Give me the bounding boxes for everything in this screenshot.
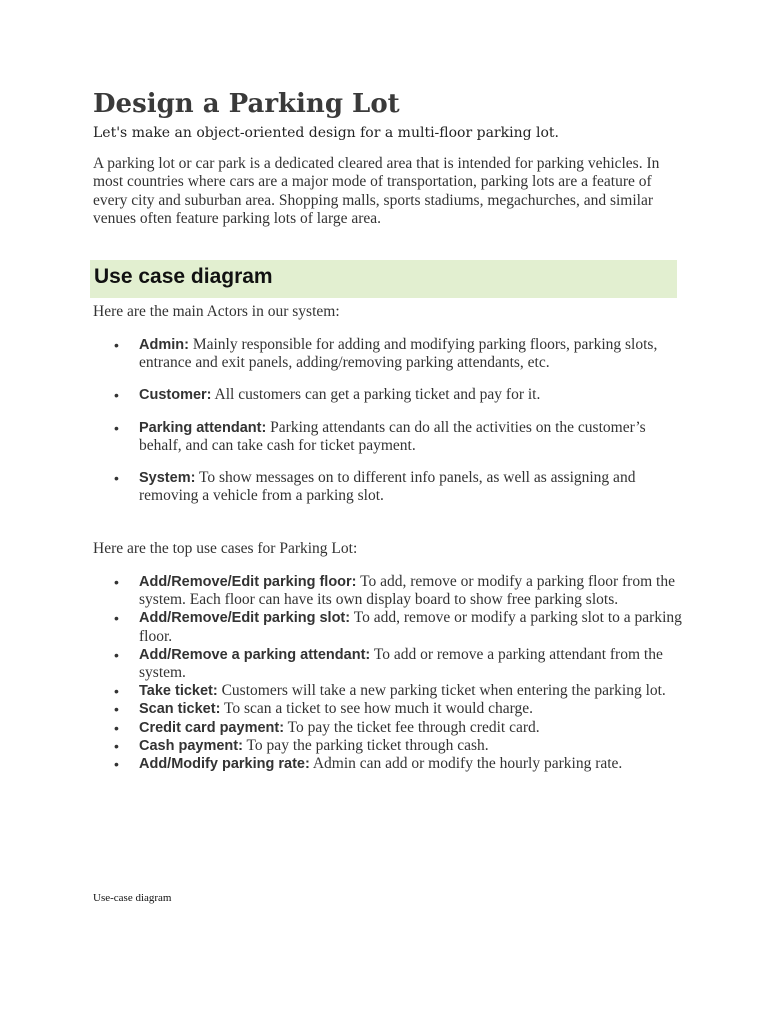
intro-paragraph: A parking lot or car park is a dedicated cleared area that is intended for parking vehicles. In most countries where cars are a major mode of transportation, parking lots are a feature of every city and suburban area. Shopping malls, sports stadiums, megachurches, and similar venues often feature parking lots of large area.: [93, 155, 660, 227]
list-item: [93, 646, 683, 682]
list-item-text: Parking attendants can do all the activities on the customer’s behalf, and can take cash for ticket payment.: [139, 418, 646, 454]
section-heading: Use case diagram: [94, 265, 273, 288]
list-item-text: To add, remove or modify a parking slot to a parking floor.: [139, 609, 682, 645]
list-item-text: To pay the ticket fee through credit card.: [284, 718, 540, 736]
list-item-term: Add/Remove/Edit parking slot:: [139, 610, 351, 627]
list-item: [93, 469, 683, 505]
list-item-term: Credit card payment:: [139, 719, 285, 736]
figure-caption: Use-case diagram: [93, 892, 172, 904]
list-item-term: Cash payment:: [139, 737, 243, 754]
list-item-text: Customers will take a new parking ticket when entering the parking lot.: [217, 682, 666, 700]
list-item-term: Take ticket:: [139, 683, 218, 700]
list-item: [93, 719, 683, 737]
list-item: [93, 755, 683, 773]
list-item-text: To pay the parking ticket through cash.: [242, 736, 489, 754]
actors-lead: Here are the main Actors in our system:: [93, 303, 340, 320]
list-item: [93, 737, 683, 755]
list-item-text: Mainly responsible for adding and modifying parking floors, parking slots, entrance and exit panels, adding/removing parking attendants, etc.: [139, 336, 658, 372]
list-item-text: All customers can get a parking ticket and pay for it.: [211, 386, 541, 404]
page-title: Design a Parking Lot: [93, 89, 400, 119]
list-item-text: To show messages on to different info panels, as well as assigning and removing a vehicle from a parking slot.: [139, 469, 636, 505]
section-heading-bar: [90, 260, 677, 298]
list-item-term: System:: [139, 470, 196, 487]
list-item-term: Customer:: [139, 387, 212, 404]
page-subtitle: Let's make an object-oriented design for a multi-floor parking lot.: [93, 125, 559, 141]
list-item: [93, 573, 683, 609]
list-item-text: To add, remove or modify a parking floor from the system. Each floor can have its own display board to show free parking slots.: [139, 573, 675, 609]
list-item-text: To add or remove a parking attendant from the system.: [139, 645, 663, 682]
list-item: [93, 609, 683, 645]
usecases-lead: Here are the top use cases for Parking Lot:: [93, 540, 358, 557]
list-item-term: Parking attendant:: [139, 419, 267, 436]
list-item-term: Admin:: [139, 337, 189, 353]
list-item: [93, 682, 683, 700]
list-item-term: Add/Remove a parking attendant:: [139, 646, 371, 663]
list-item-term: Add/Remove/Edit parking floor:: [139, 574, 357, 590]
actors-list: [93, 336, 683, 519]
list-item: [93, 419, 683, 455]
list-item: [93, 336, 683, 372]
usecases-list: [93, 573, 683, 773]
list-item: [93, 386, 683, 404]
list-item: [93, 700, 683, 718]
list-item-text: Admin can add or modify the hourly parking rate.: [309, 755, 623, 773]
list-item-text: To scan a ticket to see how much it would charge.: [220, 700, 533, 718]
list-item-term: Scan ticket:: [139, 701, 221, 718]
list-item-term: Add/Modify parking rate:: [139, 756, 310, 773]
